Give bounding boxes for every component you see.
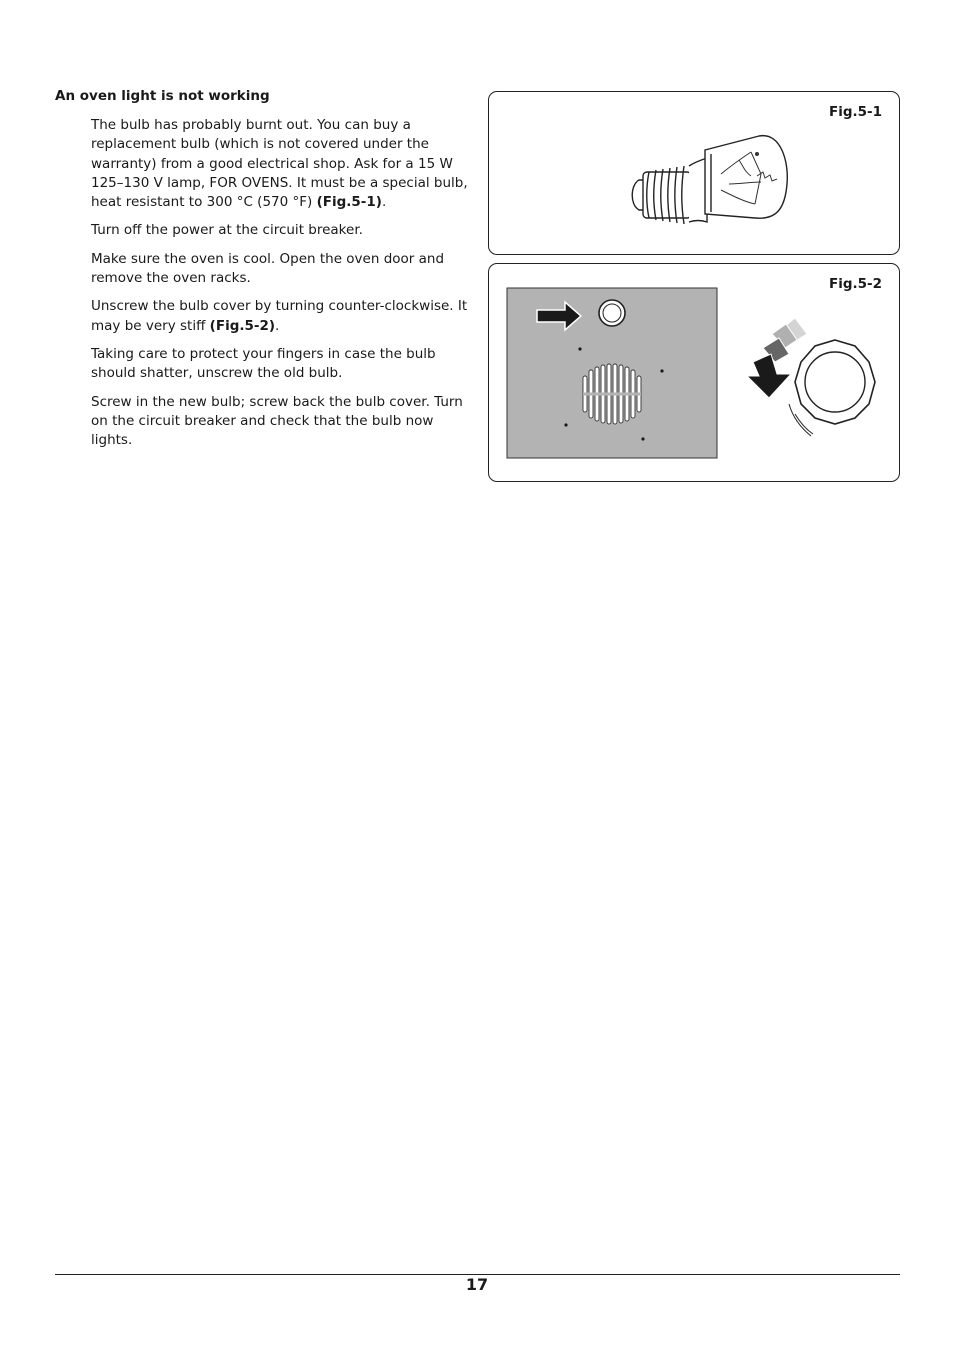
figure-label: Fig.5-2 <box>828 276 882 292</box>
figure-label: Fig.5-1 <box>828 104 882 120</box>
paragraph-text: Unscrew the bulb cover by turning counter-clockwise. It may be very stiff <box>91 298 468 334</box>
paragraph-end: . <box>381 194 387 211</box>
paragraph-bulb-replacement <box>91 116 469 212</box>
paragraph-text: The bulb has probably burnt out. You can buy a replacement bulb (which is not covered under the warranty) from a good electrical shop. Ask for a 15 W 125–130 V lamp, FOR OVENS. It must be a special bulb, heat resistant to 300 °C (570 °F) <box>91 117 468 211</box>
figure-5-1 <box>488 91 900 255</box>
paragraph-oven-cool: Make sure the oven is cool. Open the oven door and remove the oven racks. <box>91 250 445 287</box>
figure-reference: (Fig.5-2) <box>209 317 276 334</box>
paragraph-unscrew-cover <box>91 297 469 336</box>
figure-reference: (Fig.5-1) <box>316 194 382 211</box>
paragraph-unscrew-bulb: Taking care to protect your fingers in case the bulb should shatter, unscrew the old bulb. <box>91 345 436 382</box>
bulb-cover-large <box>789 340 875 436</box>
instructions-text <box>91 116 469 459</box>
paragraph-power-off: Turn off the power at the circuit breaker. <box>91 222 363 239</box>
figure-5-2 <box>488 263 900 482</box>
paragraph-end: . <box>275 317 280 334</box>
paragraph-screw-new-bulb: Screw in the new bulb; screw back the bulb cover. Turn on the circuit breaker and check that the bulb now lights. <box>91 393 463 449</box>
bulb-cover-unscrew-icon <box>489 264 901 483</box>
section-heading: An oven light is not working <box>55 88 270 104</box>
page-number: 17 <box>465 1275 489 1294</box>
bulb-cover-small <box>599 300 625 326</box>
